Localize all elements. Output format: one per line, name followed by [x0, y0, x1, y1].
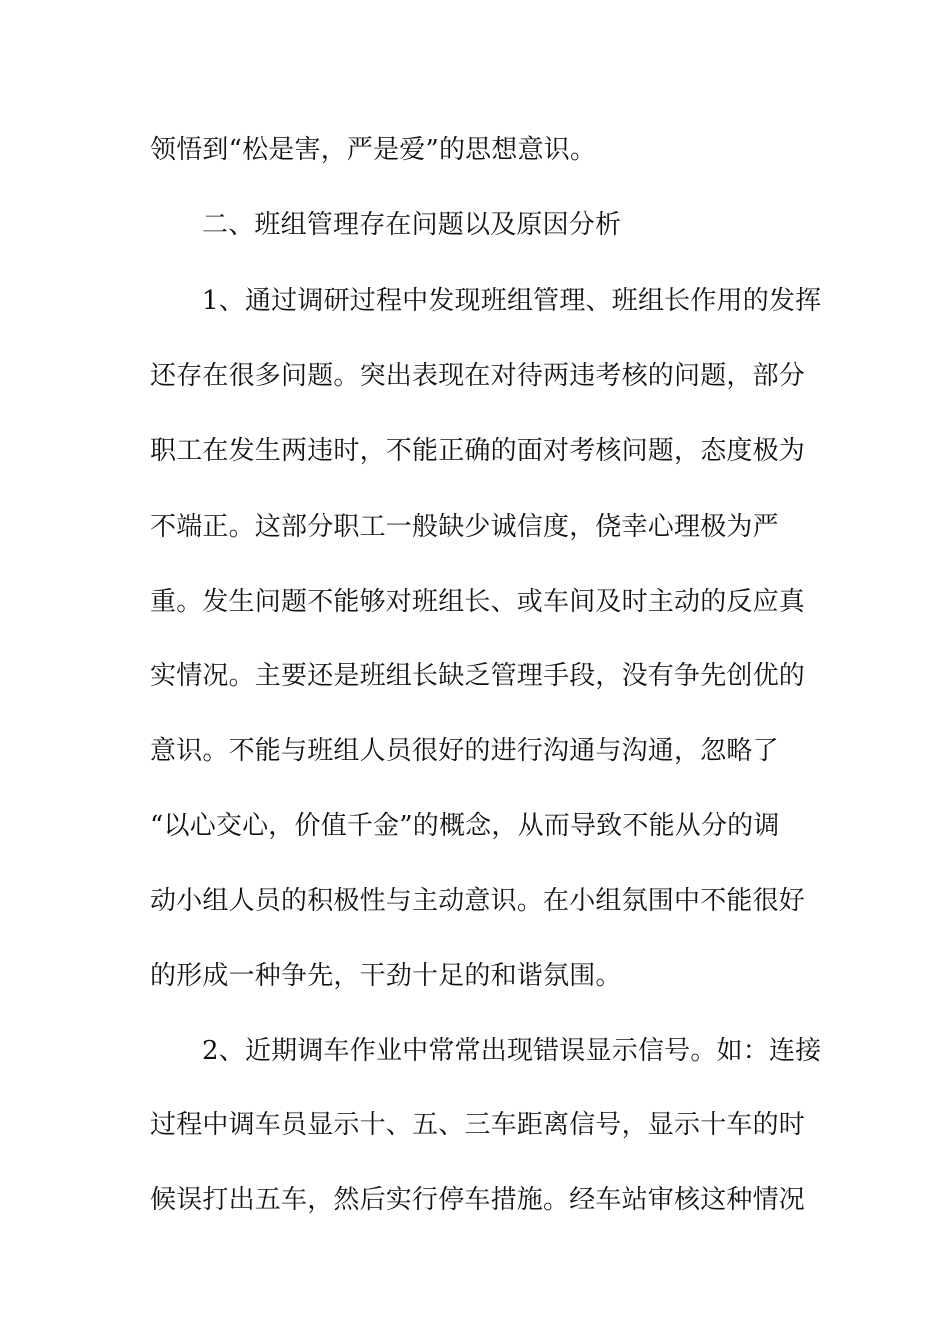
text-line: 重。发生问题不能够对班组长、或车间及时主动的反应真	[150, 587, 806, 617]
text-line: 不端正。这部分职工一般缺少诚信度，侥幸心理极为严	[150, 512, 779, 542]
text-line: 过程中调车员显示十、五、三车距离信号，显示十车的时	[150, 1110, 806, 1140]
text-line: 的形成一种争先，干劲十足的和谐氛围。	[150, 961, 622, 991]
text-line: 候误打出五车，然后实行停车措施。经车站审核这种情况	[150, 1185, 806, 1215]
text-line: 意识。不能与班组人员很好的进行沟通与沟通，忽略了	[150, 736, 779, 766]
text-line: 实情况。主要还是班组长缺乏管理手段，没有争先创优的	[150, 661, 806, 691]
text-line: 领悟到“松是害，严是爱”的思想意识。	[150, 135, 597, 165]
text-line: 2、近期调车作业中常常出现错误显示信号。如：连接	[202, 1036, 822, 1066]
section-heading: 二、班组管理存在问题以及原因分析	[202, 210, 622, 240]
text-line: 还存在很多问题。突出表现在对待两违考核的问题，部分	[150, 361, 806, 391]
text-line: 1、通过调研过程中发现班组管理、班组长作用的发挥	[202, 286, 822, 316]
text-line: 动小组人员的积极性与主动意识。在小组氛围中不能很好	[150, 886, 806, 916]
text-line: 职工在发生两违时，不能正确的面对考核问题，态度极为	[150, 436, 806, 466]
text-line: “以心交心，价值千金”的概念，从而导致不能从分的调	[150, 811, 780, 841]
